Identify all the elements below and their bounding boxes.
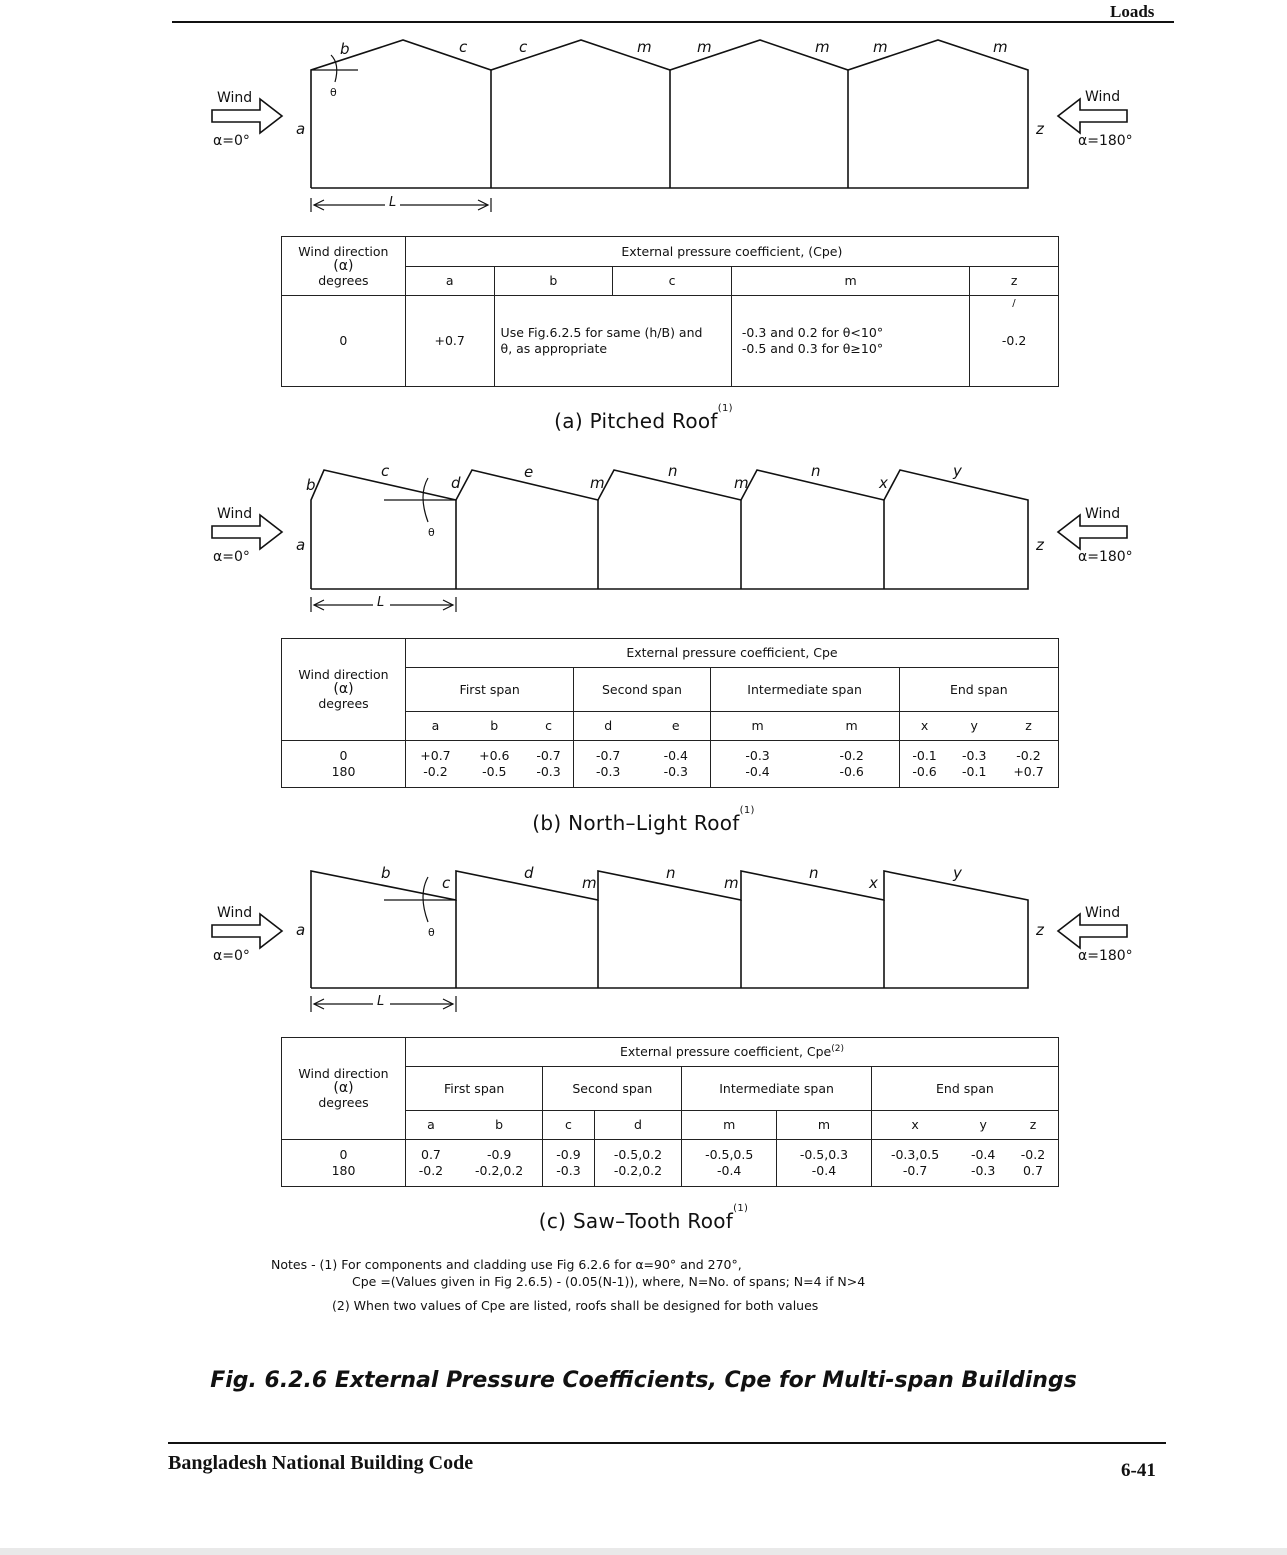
wind-label-left: Wind [217, 506, 253, 522]
zone-label: m [815, 38, 830, 56]
caption-text: (c) Saw–Tooth Roof [538, 1209, 734, 1233]
side-label-left: a [296, 536, 306, 554]
zone-label: n [809, 864, 819, 882]
cell-value: -0.7 -0.3 [524, 741, 574, 788]
group-header: Second span [543, 1067, 682, 1111]
zone-label: d [451, 474, 461, 492]
northlight-roof-outline [311, 470, 1028, 589]
northlight-cpe-table [281, 638, 1059, 788]
northlight-roof-caption [0, 805, 1287, 835]
col-header: b [456, 1111, 543, 1140]
cell-text: -0.2 [1001, 333, 1027, 349]
zone-label: x [879, 474, 888, 492]
direction-value: 180 [331, 1163, 356, 1178]
cell-value [731, 296, 969, 387]
side-label-right: z [1036, 536, 1044, 554]
sawtooth-roof-outline [311, 871, 1028, 988]
wind-direction-header: Wind direction [298, 667, 389, 683]
degrees-header: degrees [318, 696, 369, 711]
col-header: x [899, 712, 949, 741]
alpha-header: (α) [333, 257, 354, 274]
table-row [282, 296, 1059, 387]
col-header: b [465, 712, 524, 741]
cell-value: -0.4 -0.3 [958, 1140, 1008, 1187]
side-label-left: a [296, 921, 306, 939]
col-header: m [777, 1111, 872, 1140]
col-header: x [871, 1111, 958, 1140]
pitched-cpe-table [281, 236, 1059, 387]
group-header: First span [406, 1067, 543, 1111]
wind-label-left: Wind [217, 90, 253, 106]
cpe-header [406, 1038, 1059, 1067]
row-direction: 0 [282, 296, 406, 387]
wind-label-right: Wind [1085, 89, 1121, 105]
caption-text: (b) North–Light Roof [532, 811, 740, 835]
footer-book-title: Bangladesh National Building Code [168, 1452, 474, 1474]
alpha-label-left: α=0° [213, 133, 250, 149]
cell-value [494, 296, 731, 387]
zone-label: b [306, 476, 316, 494]
row-direction [282, 1140, 406, 1187]
caption-text: (a) Pitched Roof [554, 409, 718, 433]
degrees-header: degrees [318, 1095, 369, 1110]
group-header: Intermediate span [710, 668, 899, 712]
group-header: First span [406, 668, 574, 712]
cpe-header: External pressure coefficient, Cpe [406, 639, 1059, 668]
cell-value: -0.2 -0.6 [805, 741, 900, 788]
cell-value: -0.1 -0.6 [899, 741, 949, 788]
wind-label-left: Wind [217, 905, 253, 921]
caption-note: (1) [717, 403, 733, 414]
zone-label: m [734, 474, 749, 492]
footer-page-number: 6-41 [1121, 1460, 1156, 1481]
direction-value: 0 [339, 1147, 348, 1163]
wind-direction-header: Wind direction [298, 1066, 389, 1082]
zone-label: c [442, 874, 451, 892]
col-header: z [1008, 1111, 1059, 1140]
col-header: y [958, 1111, 1008, 1140]
header-section: Loads [1110, 2, 1155, 21]
table-row [282, 741, 1059, 788]
side-label-right: z [1036, 921, 1044, 939]
cell-value: -0.2 +0.7 [999, 741, 1059, 788]
sawtooth-roof-caption [0, 1203, 1287, 1233]
wind-label-right: Wind [1085, 506, 1121, 522]
zone-label: d [524, 864, 534, 882]
col-header: m [682, 1111, 777, 1140]
cell-value: -0.5,0.5 -0.4 [682, 1140, 777, 1187]
cell-text-line: Use Fig.6.2.5 for same (h/B) and [500, 325, 703, 341]
zone-label: b [340, 40, 350, 58]
zone-label: b [381, 864, 391, 882]
col-header: d [574, 712, 642, 741]
figure-title: Fig. 6.2.6 External Pressure Coefficients, Cpe for Multi-span Buildings [210, 1368, 1077, 1393]
cell-value: -0.3 -0.1 [949, 741, 999, 788]
pitched-roof-caption [0, 403, 1287, 433]
notes-line-2: Cpe =(Values given in Fig 2.6.5) - (0.05(N-1)), where, N=No. of spans; N=4 if N>4 [352, 1274, 866, 1289]
direction-value: 180 [331, 764, 356, 779]
col-header: c [613, 267, 732, 296]
alpha-label-right: α=180° [1078, 948, 1133, 964]
sawtooth-cpe-table [281, 1037, 1059, 1187]
wind-direction-header: Wind direction [298, 243, 389, 259]
side-label-right: z [1036, 120, 1044, 138]
cell-text-line: -0.5 and 0.3 for θ≥10° [741, 341, 884, 356]
northlight-roof-diagram [0, 460, 1287, 620]
cell-value: -0.9 -0.2,0.2 [456, 1140, 543, 1187]
col-header: a [406, 1111, 456, 1140]
tick-mark: / [1012, 298, 1016, 309]
cell-value: -0.5,0.3 -0.4 [777, 1140, 872, 1187]
group-header: End span [899, 668, 1058, 712]
span-length-label: L [377, 994, 385, 1009]
zone-label: e [524, 463, 534, 481]
group-header: Intermediate span [682, 1067, 872, 1111]
cell-value: +0.7 -0.2 [406, 741, 465, 788]
pitched-roof-diagram [0, 0, 1287, 230]
theta-label: θ [330, 86, 337, 99]
cpe-header-note: (2) [831, 1044, 844, 1055]
col-header: m [731, 267, 969, 296]
notes-line-1: Notes - (1) For components and cladding use Fig 6.2.6 for α=90° and 270°, [271, 1257, 742, 1272]
alpha-header: (α) [333, 1080, 354, 1096]
zone-label: n [811, 462, 821, 480]
span-length-label: L [389, 195, 397, 210]
zone-label: n [666, 864, 676, 882]
cell-value: -0.2 0.7 [1008, 1140, 1059, 1187]
alpha-label-left: α=0° [213, 549, 250, 565]
cell-value: -0.4 -0.3 [642, 741, 710, 788]
cell-value: -0.9 -0.3 [543, 1140, 594, 1187]
direction-value: 0 [339, 748, 348, 764]
zone-label: m [637, 38, 652, 56]
theta-label: θ [428, 526, 435, 539]
alpha-label-left: α=0° [213, 948, 250, 964]
cpe-header-text: External pressure coefficient, Cpe [619, 1044, 832, 1060]
cell-value [970, 296, 1059, 387]
row-direction [282, 741, 406, 788]
zone-label: m [697, 38, 712, 56]
col-header: m [805, 712, 900, 741]
zone-label: m [724, 874, 739, 892]
col-header: z [970, 267, 1059, 296]
zone-label: y [953, 462, 962, 480]
alpha-header: (α) [333, 681, 354, 697]
zone-label: m [873, 38, 888, 56]
cell-value: -0.3,0.5 -0.7 [871, 1140, 958, 1187]
col-header: e [642, 712, 710, 741]
col-header: b [494, 267, 613, 296]
group-header: End span [871, 1067, 1058, 1111]
table-row [282, 1140, 1059, 1187]
zone-label: c [381, 462, 390, 480]
zone-label: y [953, 864, 962, 882]
cell-value: -0.5,0.2 -0.2,0.2 [594, 1140, 682, 1187]
theta-label: θ [428, 926, 435, 939]
col-header: y [949, 712, 999, 741]
col-header: a [405, 267, 494, 296]
group-header: Second span [574, 668, 710, 712]
degrees-header: degrees [318, 272, 369, 288]
cell-text-line: -0.3 and 0.2 for θ<10° [741, 325, 884, 341]
col-header: d [594, 1111, 682, 1140]
zone-label: c [459, 38, 468, 56]
zone-label: m [590, 474, 605, 492]
cell-value: 0.7 -0.2 [406, 1140, 456, 1187]
notes-line-3: (2) When two values of Cpe are listed, roofs shall be designed for both values [332, 1298, 819, 1313]
side-label-left: a [296, 120, 306, 138]
sawtooth-roof-diagram [0, 860, 1287, 1020]
zone-label: c [519, 38, 528, 56]
alpha-label-right: α=180° [1078, 133, 1133, 149]
cell-value: -0.7 -0.3 [574, 741, 642, 788]
span-length-label: L [377, 595, 385, 610]
footer-rule [168, 1442, 1166, 1444]
cell-value: -0.3 -0.4 [710, 741, 805, 788]
cpe-header: External pressure coefficient, (Cpe) [405, 237, 1058, 267]
zone-label: m [993, 38, 1008, 56]
col-header: c [524, 712, 574, 741]
zone-label: n [668, 462, 678, 480]
zone-label: x [869, 874, 878, 892]
alpha-label-right: α=180° [1078, 549, 1133, 565]
col-header: a [406, 712, 465, 741]
caption-note: (1) [739, 805, 755, 816]
caption-note: (1) [733, 1203, 749, 1214]
zone-label: m [582, 874, 597, 892]
page-bottom-strip [0, 1548, 1287, 1555]
col-header: z [999, 712, 1059, 741]
cell-value: +0.6 -0.5 [465, 741, 524, 788]
cell-text-line: θ, as appropriate [500, 341, 608, 356]
col-header: c [543, 1111, 594, 1140]
cell-value: +0.7 [405, 296, 494, 387]
wind-label-right: Wind [1085, 905, 1121, 921]
col-header: m [710, 712, 805, 741]
